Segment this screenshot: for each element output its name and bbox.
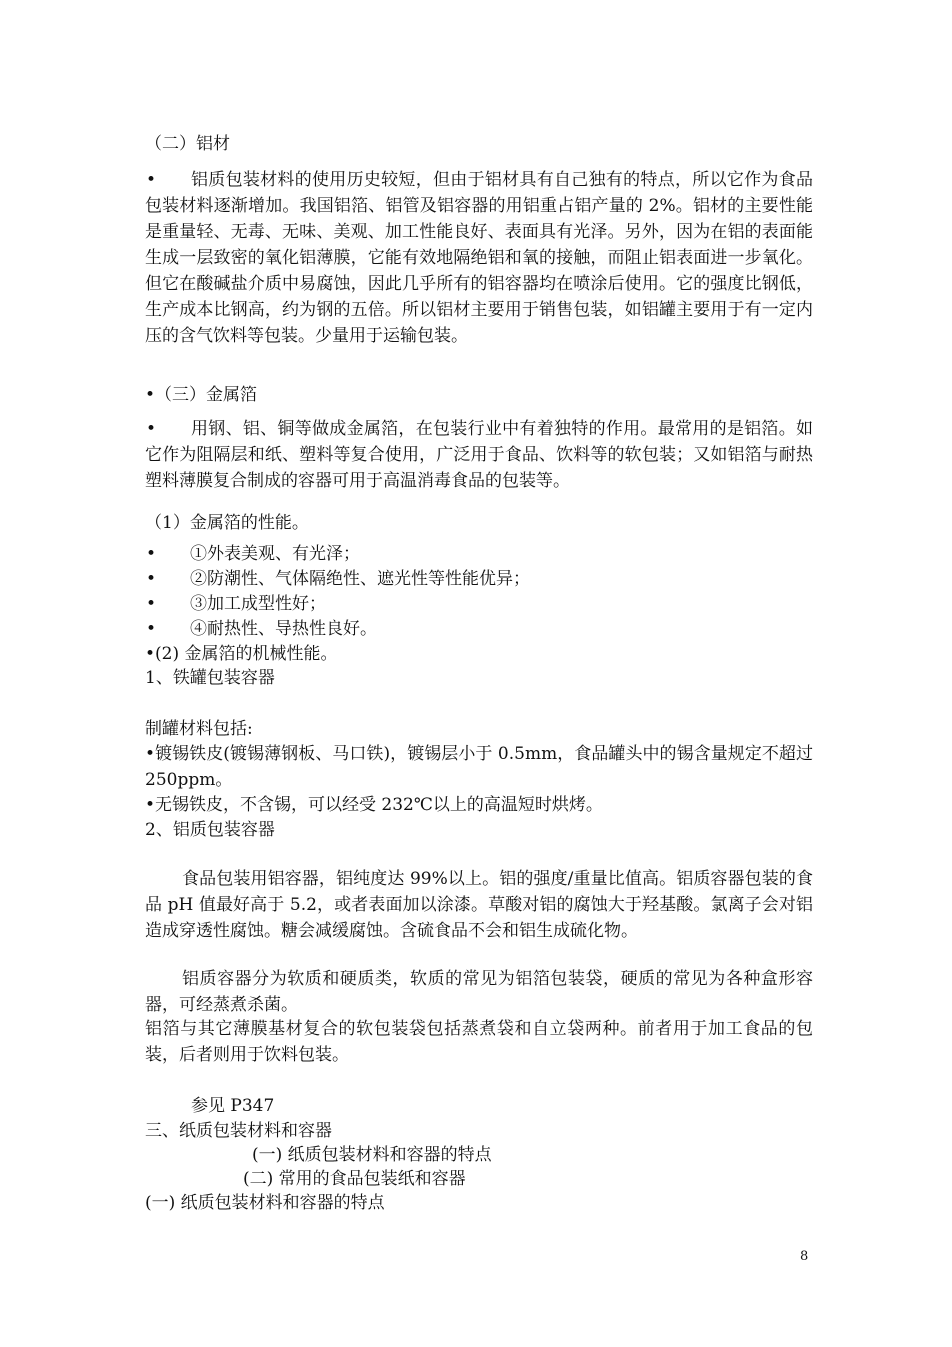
- paper-subheading-2: (二) 常用的食品包装纸和容器: [243, 1169, 466, 1189]
- aluminum-container-paragraph-3: 铝箔与其它薄膜基材复合的软包装袋包括蒸煮袋和自立袋两种。前者用于加工食品的包装，后者则用于饮料包装。: [145, 1019, 813, 1065]
- tin-free-item: •无锡铁皮，不含锡，可以经受 232℃以上的高温短时烘烤。: [145, 795, 603, 815]
- paper-subheading-1: (一) 纸质包装材料和容器的特点: [252, 1145, 492, 1165]
- iron-can-heading: 1、铁罐包装容器: [145, 668, 275, 688]
- bullet-marker: •: [146, 419, 157, 439]
- aluminum-paragraph: 铝质包装材料的使用历史较短，但由于铝材具有自己独有的特点，所以它作为食品包装材料逐渐增加。我国铝箔、铝管及铝容器的用铝重占铝产量的 2%。铝材的主要性能是重量轻、无毒、无味、美观、加工性能良好、表面具有光泽。另外，因为在铝的表面能生成一层致密的氧化铝薄膜，它能有效地隔绝铝和氧的接触，而阻止铝表面进一步氧化。但它在酸碱盐介质中易腐蚀，因此几乎所有的铝容器均在喷涂后使用。它的强度比钢低，生产成本比钢高，约为钢的五倍。所以铝材主要用于销售包装，如铝罐主要用于有一定内压的含气饮料等包装。少量用于运输包装。: [145, 170, 813, 346]
- bullet-marker: •: [146, 170, 157, 190]
- metal-foil-paragraph: 用钢、铝、铜等做成金属箔，在包装行业中有着独特的作用。最常用的是铝箔。如它作为阻隔层和纸、塑料等复合使用，广泛用于食品、饮料等的软包装；又如铝箔与耐热塑料薄膜复合制成的容器可用于高温消毒食品的包装等。: [145, 419, 813, 491]
- section-heading-aluminum: （二）铝材: [145, 134, 230, 154]
- bullet-marker: •: [146, 619, 157, 639]
- bullet-marker: •: [146, 544, 157, 564]
- tinplate-item: •镀锡铁皮(镀锡薄钢板、马口铁)，镀锡层小于 0.5mm，食品罐头中的锡含量规定不超过 250ppm。: [145, 744, 813, 790]
- mechanical-heading: •(2) 金属箔的机械性能。: [145, 644, 338, 664]
- reference-note: 参见 P347: [191, 1096, 275, 1116]
- property-item: ③加工成型性好；: [190, 594, 326, 614]
- aluminum-container-paragraph-2: 铝质容器分为软质和硬质类，软质的常见为铝箔包装袋，硬质的常见为各种盒形容器，可经蒸煮杀菌。: [145, 969, 813, 1015]
- bullet-marker: •: [146, 569, 157, 589]
- paper-subheading-1-repeat: (一) 纸质包装材料和容器的特点: [145, 1193, 385, 1213]
- materials-title: 制罐材料包括:: [145, 719, 253, 739]
- properties-heading: （1）金属箔的性能。: [145, 513, 309, 533]
- section-heading-metal-foil: •（三）金属箔: [145, 385, 258, 405]
- property-item: ④耐热性、导热性良好。: [190, 619, 377, 639]
- paper-heading: 三、纸质包装材料和容器: [145, 1121, 332, 1141]
- bullet-marker: •: [146, 594, 157, 614]
- property-item: ①外表美观、有光泽；: [190, 544, 360, 564]
- page-number: 8: [800, 1249, 809, 1264]
- aluminum-container-heading: 2、铝质包装容器: [145, 820, 275, 840]
- aluminum-container-paragraph-1: 食品包装用铝容器，铝纯度达 99%以上。铝的强度/重量比值高。铝质容器包装的食品 pH 值最好高于 5.2，或者表面加以涂漆。草酸对铝的腐蚀大于羟基酸。氯离子会对铝造成穿透性腐蚀。糖会减缓腐蚀。含硫食品不会和铝生成硫化物。: [145, 869, 813, 941]
- property-item: ②防潮性、气体隔绝性、遮光性等性能优异；: [190, 569, 530, 589]
